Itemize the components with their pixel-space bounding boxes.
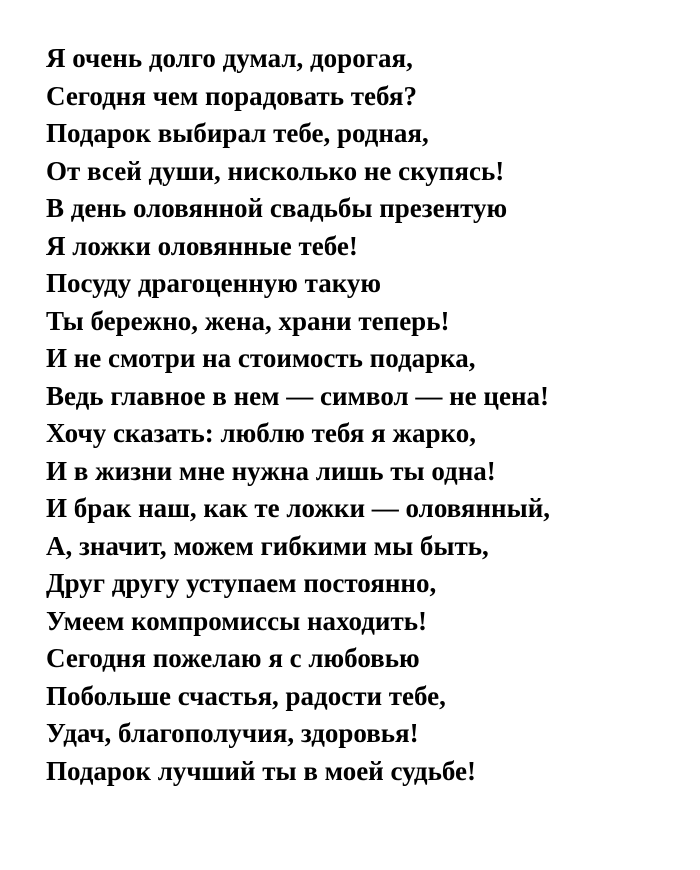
poem-line: Подарок выбирал тебе, родная, [46, 118, 429, 148]
poem-text [46, 40, 680, 790]
poem-line: От всей души, нисколько не скупясь! [46, 155, 505, 186]
poem-line: Умеем компромиссы находить! [46, 605, 427, 636]
poem-line: Друг другу уступаем постоянно, [46, 568, 437, 598]
poem-line: Побольше счастья, радости тебе, [46, 680, 446, 711]
poem-line: Подарок лучший ты в моей судьбе! [46, 755, 476, 786]
poem-line: Сегодня пожелаю я с любовью [46, 643, 420, 673]
poem-line: Посуду драгоценную такую [46, 268, 382, 298]
poem-line: И в жизни мне нужна лишь ты одна! [46, 455, 496, 486]
poem-line: И брак наш, как те ложки — оловянный, [46, 493, 550, 523]
poem-line: Хочу сказать: люблю тебя я жарко, [46, 418, 476, 448]
poem-line: Сегодня чем порадовать тебя? [46, 80, 417, 111]
poem-line: В день оловянной свадьбы презентую [46, 193, 508, 223]
poem-line: Удач, благополучия, здоровья! [46, 718, 419, 748]
poem-line: Я ложки оловянные тебе! [46, 230, 358, 261]
poem-line: Ты бережно, жена, храни теперь! [46, 305, 450, 336]
poem-line: И не смотри на стоимость подарка, [46, 343, 476, 373]
poem-line: Ведь главное в нем — символ — не цена! [46, 380, 549, 411]
poem-line: Я очень долго думал, дорогая, [46, 43, 413, 73]
poem-line: А, значит, можем гибкими мы быть, [46, 530, 489, 561]
